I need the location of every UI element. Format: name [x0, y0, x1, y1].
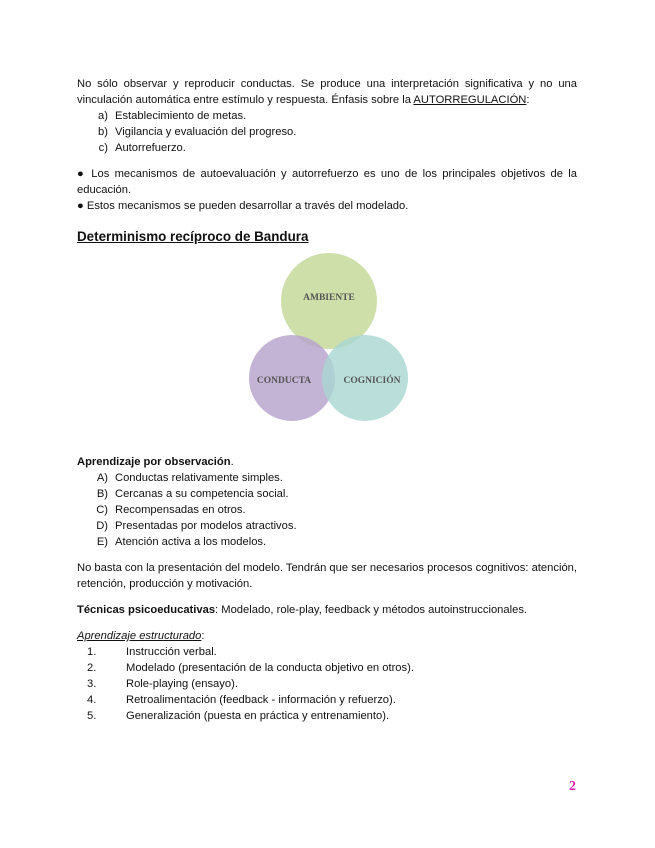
list-item: C) Recompensadas en otros. [96, 504, 246, 516]
model-paragraph: No basta con la presentación del modelo. Tendrán que ser necesarios procesos cognitivos: atención, retención, producción y motivación. [77, 562, 577, 590]
section-heading: Determinismo recíproco de Bandura [77, 229, 309, 244]
list-item: a) Establecimiento de metas. [98, 110, 247, 122]
observation-list [77, 470, 577, 550]
document-page [77, 76, 577, 246]
list-item: c) Autorrefuerzo. [98, 142, 186, 154]
venn-label-ambiente: AMBIENTE [303, 293, 355, 303]
list-item: B) Cercanas a su competencia social. [96, 488, 289, 500]
list-item: 5. Generalización (puesta en práctica y entrenamiento). [87, 710, 390, 722]
observation-title: Aprendizaje por observación. [77, 456, 234, 468]
page-number: 2 [569, 779, 576, 794]
list-item: b) Vigilancia y evaluación del progreso. [98, 126, 297, 138]
list-item: D) Presentadas por modelos atractivos. [96, 520, 297, 532]
list-item: E) Atención activa a los modelos. [96, 536, 267, 548]
techniques-paragraph: Técnicas psicoeducativas: Modelado, role-play, feedback y métodos autoinstruccionales. [77, 604, 528, 616]
list-item: A) Conductas relativamente simples. [96, 472, 283, 484]
venn-label-conducta: CONDUCTA [256, 376, 312, 386]
autorregulacion-list [77, 108, 577, 156]
venn-label-cognicion: COGNICIÓN [343, 376, 401, 386]
observation-section [77, 454, 577, 724]
structured-title: Aprendizaje estructurado: [77, 630, 205, 642]
intro-paragraph [77, 76, 577, 108]
bullet-mecanismos: ● Los mecanismos de autoevaluación y autorrefuerzo es uno de los principales objetivos de la educación. [77, 168, 577, 196]
list-item: 3. Role-playing (ensayo). [87, 678, 238, 690]
venn-diagram [244, 249, 414, 435]
intro-colon: : [526, 94, 530, 106]
intro-text: No sólo observar y reproducir conductas. Se produce una interpretación significativa y no una vinculación automática entre estímulo y respuesta. Énfasis sobre la [77, 78, 577, 106]
list-item: 2. Modelado (presentación de la conducta objetivo en otros). [87, 662, 414, 674]
list-item: 1. Instrucción verbal. [87, 646, 217, 658]
autorregulacion-term: AUTORREGULACIÓN [413, 94, 527, 106]
list-item: 4. Retroalimentación (feedback - información y refuerzo). [87, 694, 396, 706]
bullet-modelado: ● Estos mecanismos se pueden desarrollar a través del modelado. [77, 200, 409, 212]
structured-list [77, 644, 577, 724]
